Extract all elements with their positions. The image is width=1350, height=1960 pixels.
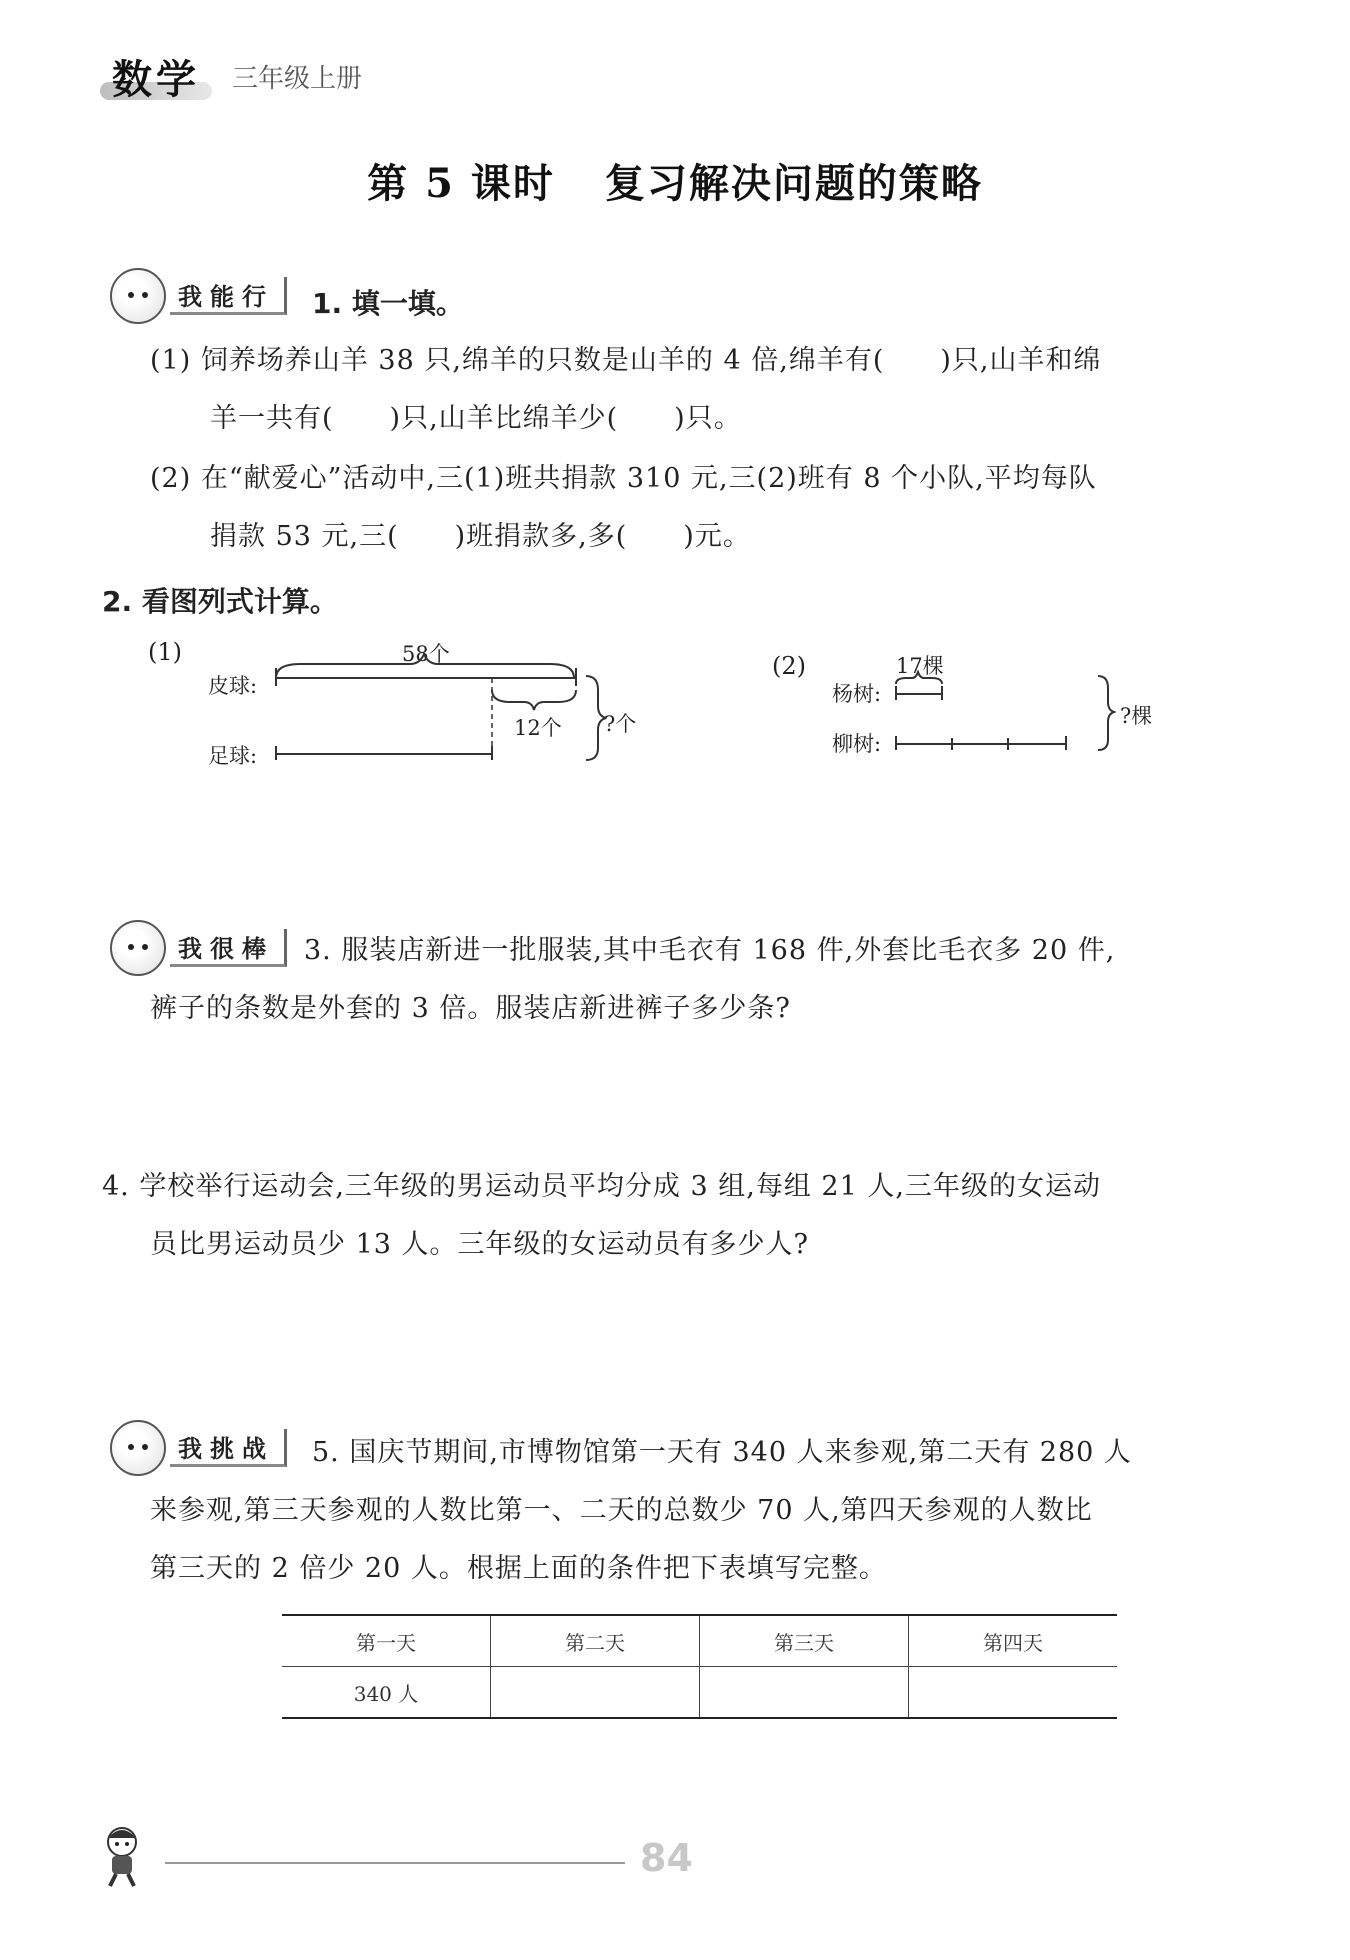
section-badge-label: 我很棒 [170,929,287,967]
page-number: 84 [640,1836,693,1880]
diagram1-total-label: ?个 [604,712,637,736]
diagram2-top-label: 17棵 [896,654,944,678]
diagram1-top-label: 58个 [402,642,450,666]
footer-mascot-icon [98,1824,150,1890]
diagram1-row2-label: 足球: [208,744,258,768]
diagram2-total-label: ?棵 [1120,704,1153,728]
q3-line1: 3. 服装店新进一批服装,其中毛衣有 168 件,外套比毛衣多 20 件, [304,935,1116,966]
diagram1-number: (1) [148,638,182,666]
diagram1-row1-label: 皮球: [208,674,258,698]
section-badge-2 [110,920,287,976]
section-badge-label: 我挑战 [170,1429,287,1467]
lesson-topic: 复习解决问题的策略 [604,160,983,207]
table-cell[interactable] [909,1667,1118,1719]
attendance-table [282,1614,1117,1719]
section-badge-3 [110,1420,287,1476]
diagram1-diff-label: 12个 [514,716,562,740]
subject-label: 数学 [112,57,200,103]
mascot-duo-icon [110,1420,166,1476]
q2-heading: 2. 看图列式计算。 [102,585,338,618]
diagram2-row1-label: 杨树: [832,682,882,706]
q1-heading: 1. 填一填。 [312,287,464,320]
q1-part2-line1: (2) 在“献爱心”活动中,三(1)班共捐款 310 元,三(2)班有 8 个小队,平均每队 [150,463,1097,494]
q5-line3: 第三天的 2 倍少 20 人。根据上面的条件把下表填写完整。 [150,1553,887,1584]
diagram1-segment-figure [260,650,610,770]
q1-part2-line2: 捐款 53 元,三( )班捐款多,多( )元。 [210,521,751,552]
table-header-row [282,1615,1117,1667]
table-cell: 340 人 [282,1667,491,1719]
q5-line2: 来参观,第三天参观的人数比第一、二天的总数少 70 人,第四天参观的人数比 [150,1495,1093,1526]
q1-part1-line1: (1) 饲养场养山羊 38 只,绵羊的只数是山羊的 4 倍,绵羊有( )只,山羊和绵 [150,345,1102,376]
diagram2-segment-figure [886,670,1116,760]
q1-part1-line2: 羊一共有( )只,山羊比绵羊少( )只。 [210,403,742,434]
table-header-cell: 第二天 [491,1615,700,1667]
q5-line1: 5. 国庆节期间,市博物馆第一天有 340 人来参观,第二天有 280 人 [312,1437,1132,1468]
grade-label: 三年级上册 [232,64,363,94]
mascot-boy-icon [110,920,166,976]
section-badge-1 [110,268,287,324]
q3-line2: 裤子的条数是外套的 3 倍。服装店新进裤子多少条? [150,993,791,1024]
page-title [0,152,1350,209]
diagram2-number: (2) [772,652,806,680]
table-cell[interactable] [491,1667,700,1719]
table-row [282,1667,1117,1719]
table-cell[interactable] [700,1667,909,1719]
footer-divider [165,1862,625,1864]
lesson-number: 第 5 课时 [367,160,555,207]
table-header-cell: 第四天 [909,1615,1118,1667]
section-badge-label: 我能行 [170,277,287,315]
q4-line1: 4. 学校举行运动会,三年级的男运动员平均分成 3 组,每组 21 人,三年级的女运动 [102,1171,1101,1202]
table-header-cell: 第三天 [700,1615,909,1667]
mascot-girl-icon [110,268,166,324]
table-header-cell: 第一天 [282,1615,491,1667]
q4-line2: 员比男运动员少 13 人。三年级的女运动员有多少人? [150,1229,809,1260]
diagram2-row2-label: 柳树: [832,732,882,756]
